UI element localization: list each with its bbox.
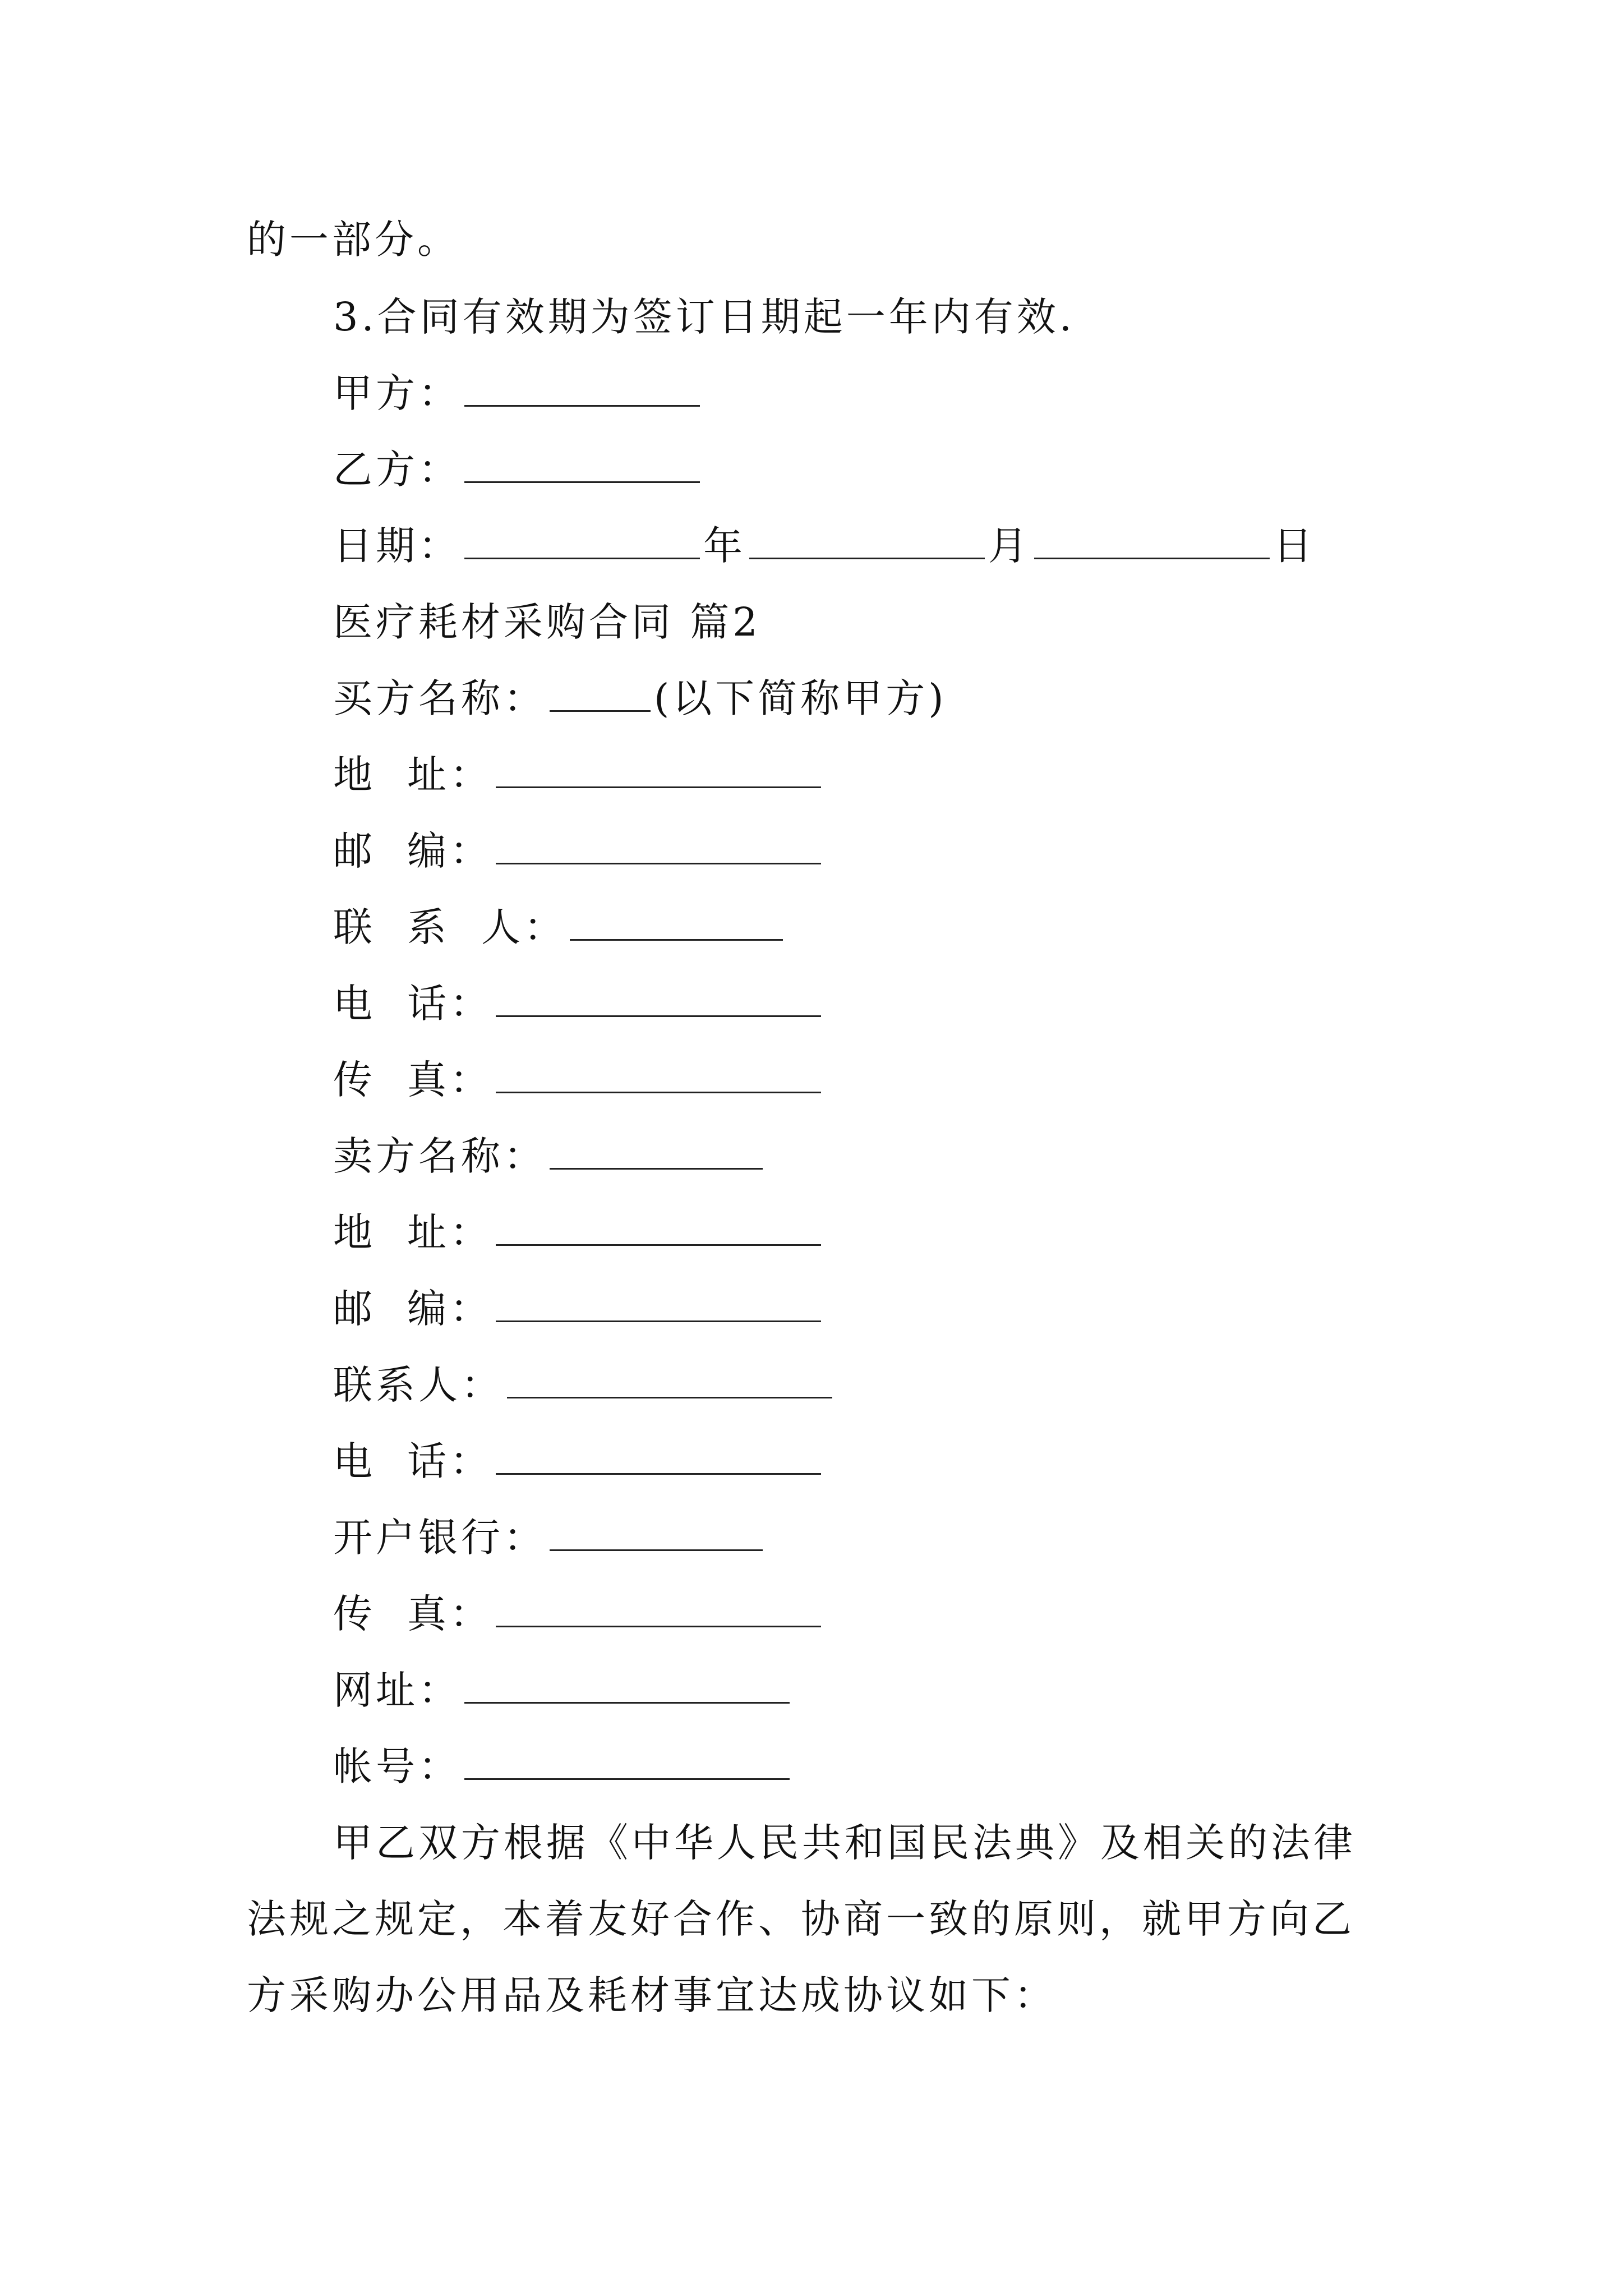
agreement-paragraph-line-3: 方采购办公用品及耗材事宜达成协议如下： — [247, 1972, 1057, 2018]
buyer-phone-blank — [496, 1007, 821, 1017]
seller-website-line: 网址： — [333, 1671, 793, 1710]
month-blank — [749, 550, 985, 559]
buyer-name-line: 买方名称： (以下简称甲方) — [333, 675, 947, 721]
buyer-address-line: 地 址： — [333, 755, 824, 794]
buyer-name-blank — [550, 702, 651, 712]
seller-name-blank — [550, 1160, 763, 1170]
party-b-blank — [464, 473, 700, 483]
agreement-paragraph-line-2: 法规之规定，本着友好合作、协商一致的原则，就甲方向乙 — [247, 1896, 1355, 1942]
seller-bank-line: 开户银行： — [333, 1518, 766, 1557]
party-a-sign-line: 甲方： — [333, 374, 703, 413]
buyer-contact-blank — [570, 931, 783, 941]
buyer-fax-blank — [496, 1084, 821, 1093]
buyer-postcode-blank — [496, 855, 821, 864]
seller-contact-blank — [507, 1389, 832, 1398]
seller-account-blank — [464, 1770, 790, 1780]
date-line: 日期： 年 月 日 — [333, 523, 1316, 569]
section-title: 医疗耗材采购合同 篇2 — [333, 599, 761, 645]
seller-phone-line: 电 话： — [333, 1442, 824, 1481]
buyer-contact-line: 联 系 人： — [333, 908, 786, 947]
seller-account-line: 帐号： — [333, 1747, 793, 1786]
seller-bank-blank — [550, 1542, 763, 1551]
day-blank — [1034, 550, 1270, 559]
seller-contact-line: 联系人： — [333, 1365, 836, 1405]
seller-website-blank — [464, 1694, 790, 1704]
year-blank — [464, 550, 700, 559]
seller-address-line: 地 址： — [333, 1213, 824, 1252]
seller-postcode-blank — [496, 1313, 821, 1322]
buyer-phone-line: 电 话： — [333, 984, 824, 1023]
seller-address-blank — [496, 1236, 821, 1246]
party-a-blank — [464, 397, 700, 407]
seller-postcode-line: 邮 编： — [333, 1289, 824, 1328]
seller-fax-line: 传 真： — [333, 1594, 824, 1634]
party-b-sign-line: 乙方： — [333, 450, 703, 489]
buyer-postcode-line: 邮 编： — [333, 831, 824, 871]
buyer-address-blank — [496, 779, 821, 788]
seller-name-line: 卖方名称： — [333, 1137, 766, 1176]
continuation-text: 的一部分。 — [247, 217, 460, 263]
buyer-fax-line: 传 真： — [333, 1060, 824, 1099]
seller-phone-blank — [496, 1465, 821, 1475]
clause-3: 3.合同有效期为签订日期起一年内有效. — [333, 294, 1076, 340]
seller-fax-blank — [496, 1618, 821, 1627]
agreement-paragraph-line-1: 甲乙双方根据《中华人民共和国民法典》及相关的法律 — [333, 1820, 1356, 1866]
